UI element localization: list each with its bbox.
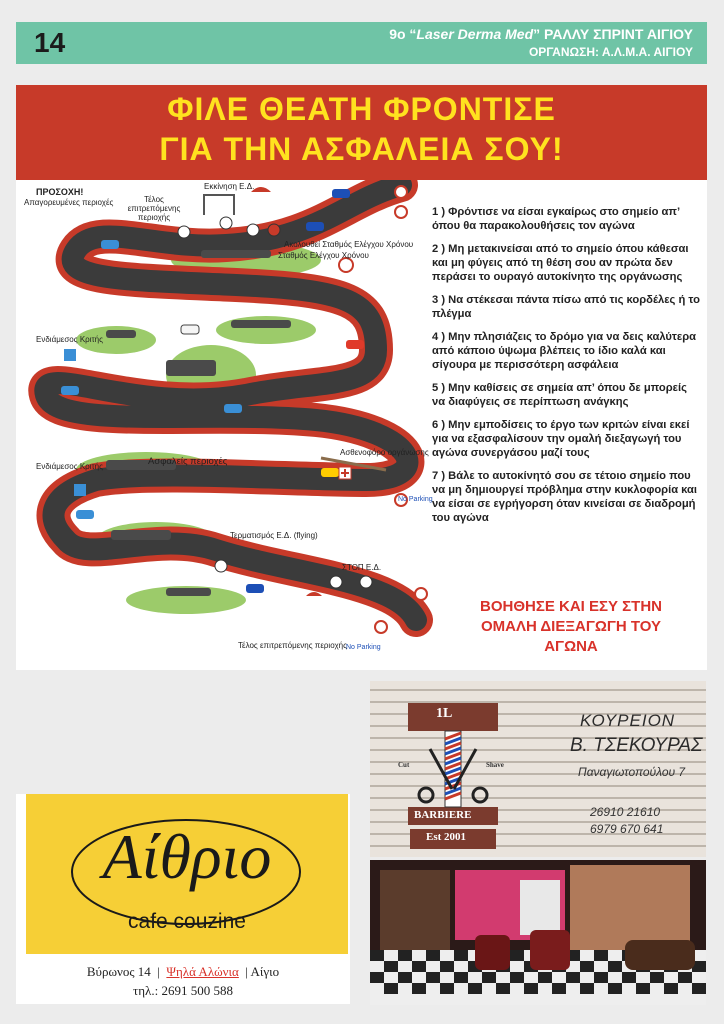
barber-phone-2: 6979 670 641 bbox=[590, 822, 664, 836]
intermediate-judge-label-2: Ενδιάμεσος Κριτής bbox=[36, 462, 103, 471]
barber-logo-shave: Shave bbox=[486, 761, 504, 769]
start-stage-label: Εκκίνηση Ε.Δ. bbox=[204, 182, 255, 191]
cafe-subtitle: cafe couzine bbox=[128, 910, 246, 933]
cafe-area: Ψηλά Αλώνια bbox=[166, 964, 239, 979]
title-sponsor: Laser Derma Med bbox=[416, 26, 534, 42]
barber-interior-image bbox=[370, 860, 706, 1005]
title-prefix: 9ο “ bbox=[389, 26, 417, 42]
help-line-1: ΒΟΗΘΗΣΕ ΚΑΙ ΕΣΥ ΣΤΗΝ bbox=[479, 598, 662, 615]
time-control-label: Σταθμός Ελέγχου Χρόνου bbox=[278, 251, 369, 260]
help-line-3: ΑΓΩΝΑ bbox=[544, 638, 598, 655]
barber-shop-photo bbox=[370, 860, 706, 1005]
safety-panel bbox=[16, 85, 707, 670]
rule-item: 6 ) Μην εμποδίσεις το έργο των κριτών είναι εκεί για να εξασφαλίσουν την ομαλή διεξαγωγή του αγώνα συνεργάσου μαζί τους bbox=[432, 419, 690, 459]
barber-logo-cut: Cut bbox=[398, 761, 410, 769]
rally-route-map bbox=[16, 180, 436, 670]
barber-name: Β. ΤΣΕΚΟΥΡΑΣ bbox=[570, 735, 703, 756]
intermediate-judge-label-1: Ενδιάμεσος Κριτής bbox=[36, 335, 103, 344]
rally-title bbox=[389, 26, 693, 42]
title-suffix: ” ΡΑΛΛΥ ΣΠΡΙΝΤ ΑΙΓΙΟΥ bbox=[533, 26, 693, 42]
rule-item: 4 ) Μην πλησιάζεις το δρόμο για να δεις καλύτερα από κάποιο ύψωμα βλέπεις το ίδιο καλά και σίγουρα με περισσότερη ασφάλεια bbox=[432, 331, 696, 371]
safety-banner bbox=[16, 85, 707, 180]
cafe-ad bbox=[16, 794, 350, 1004]
no-parking-label-1: No Parking bbox=[398, 496, 433, 503]
no-parking-label-2: No Parking bbox=[346, 644, 381, 651]
finish-flying-label: Τερματισμός Ε.Δ. (flying) bbox=[230, 531, 318, 540]
barber-logo-initials: 1L bbox=[436, 706, 453, 721]
end-restricted-area-label-bottom: Τέλος επιτρεπόμενης περιοχής bbox=[238, 641, 347, 650]
umbrella-icon-2 bbox=[306, 592, 322, 596]
cafe-city: Αίγιο bbox=[250, 964, 280, 979]
page-header bbox=[16, 22, 707, 64]
barber-phone-1: 26910 21610 bbox=[590, 805, 661, 819]
rule-item: 5 ) Μην καθίσεις σε σημεία απ’ όπου δε μπορείς να διαφύγεις σε περίπτωση ανάγκης bbox=[432, 382, 687, 408]
barber-address: Παναγιωτοπούλου 7 bbox=[578, 765, 686, 779]
safety-rules-list bbox=[432, 205, 700, 534]
safe-areas-label: Ασφαλείς περιοχές bbox=[148, 456, 228, 467]
start-gate bbox=[204, 195, 234, 215]
help-message bbox=[446, 597, 696, 657]
ambulance-label: Ασθενοφόρο οργάνωσης bbox=[340, 448, 429, 457]
forbidden-areas-label: Απαγορευμένες περιοχές bbox=[24, 198, 114, 207]
banner-line-2: ΓΙΑ ΤΗΝ ΑΣΦΑΛΕΙΑ ΣΟΥ! bbox=[159, 131, 564, 167]
barber-ad bbox=[370, 681, 706, 857]
rule-item: 1 ) Φρόντισε να είσαι εγκαίρως στο σημείο απ’ όπου θα παρακολουθήσεις τον αγώνα bbox=[432, 206, 680, 232]
end-restricted-area-label-top: Τέλος επιτρεπόμενης περιοχής bbox=[127, 195, 181, 222]
time-control-follows-label: Ακολουθεί Σταθμός Ελέγχου Χρόνου bbox=[284, 240, 414, 249]
stop-label: ΣΤΟΠ Ε.Δ. bbox=[342, 563, 382, 572]
barber-logo bbox=[390, 689, 540, 854]
cafe-name: Αίθριο bbox=[102, 821, 272, 892]
organizer-line: ΟΡΓΑΝΩΣΗ: Α.Λ.Μ.Α. ΑΙΓΙΟΥ bbox=[528, 45, 693, 59]
rule-item: 2 ) Μη μετακινείσαι από το σημείο όπου κάθεσαι και μη φύγεις από τη θέση σου αν πρώτα δεν περάσει το ουραγό αυτοκίνητο της οργάνωσης bbox=[432, 243, 689, 283]
help-line-2: ΟΜΑΛΗ ΔΙΕΞΑΓΩΓΗ ΤΟΥ bbox=[480, 618, 662, 635]
cafe-street: Βύρωνος 14 bbox=[86, 964, 151, 979]
cafe-address: Βύρωνος 14 | Ψηλά Αλώνια | Αίγιο bbox=[86, 964, 280, 979]
rule-item: 7 ) Βάλε το αυτοκίνητό σου σε τέτοιο σημείο που να μη δημιουργεί πρόβλημα στην κυκλοφορία και να είσαι σε εγρήγορση όταν κινείσαι σε διαδρομή του αγώνα bbox=[432, 470, 698, 524]
warning-label: ΠΡΟΣΟΧΗ! bbox=[36, 187, 84, 197]
barber-title: ΚΟΥΡΕΙΟΝ bbox=[580, 711, 676, 730]
barber-logo-word: BARBIERE bbox=[414, 809, 472, 821]
rule-item: 3 ) Να στέκεσαι πάντα πίσω από τις κορδέλες ή το πλέγμα bbox=[432, 294, 700, 320]
banner-line-1: ΦΙΛΕ ΘΕΑΤΗ ΦΡΟΝΤΙΣΕ bbox=[167, 91, 556, 127]
barber-logo-est: Est 2001 bbox=[426, 831, 467, 843]
cafe-phone: τηλ.: 2691 500 588 bbox=[133, 983, 233, 998]
cafe-logo-area bbox=[26, 794, 348, 954]
page-number: 14 bbox=[34, 27, 66, 58]
